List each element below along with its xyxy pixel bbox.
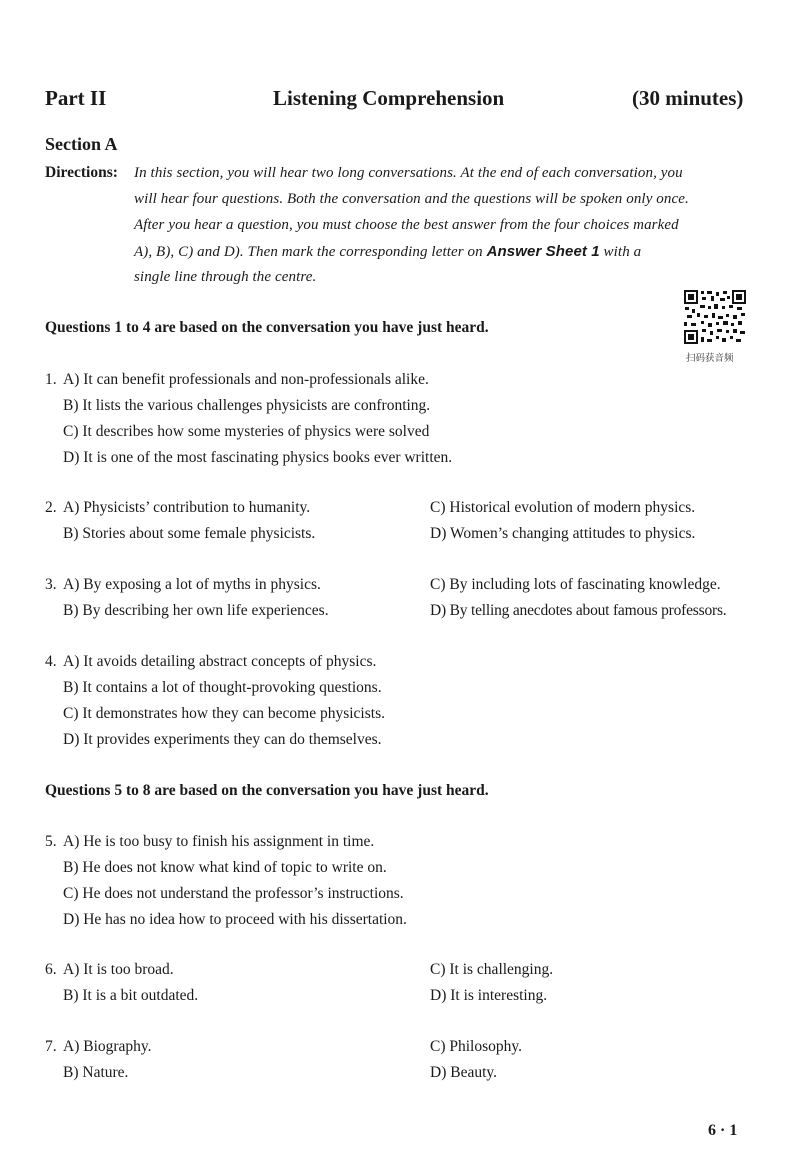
- option-d: D) Beauty.: [430, 1064, 498, 1081]
- option-c: C) Philosophy.: [430, 1038, 523, 1055]
- option-a: A) Biography.: [63, 1038, 152, 1055]
- directions-line-1: In this section, you will hear two long conversations. At the end of each conversation, you: [134, 165, 683, 181]
- directions-line-4b: with a: [599, 244, 642, 260]
- option-b: B) It is a bit outdated.: [63, 987, 199, 1004]
- option-a: A) Physicists’ contribution to humanity.: [63, 499, 311, 516]
- option-d: D) He has no idea how to proceed with his dissertation.: [63, 911, 407, 928]
- question-number: 4.: [45, 653, 57, 670]
- group-2-heading: Questions 5 to 8 are based on the conversation you have just heard.: [45, 782, 489, 799]
- directions-line-4: [134, 243, 641, 261]
- option-c: C) It is challenging.: [430, 961, 554, 978]
- answer-sheet-ref: Answer Sheet 1: [486, 243, 600, 260]
- question-number: 1.: [45, 371, 57, 388]
- question-number: 2.: [45, 499, 57, 516]
- option-d: D) It is one of the most fascinating physics books ever written.: [63, 449, 453, 466]
- qr-code-icon[interactable]: [683, 289, 747, 345]
- option-c: C) By including lots of fascinating knowledge.: [430, 576, 721, 593]
- directions-line-4a: A), B), C) and D). Then mark the corresponding letter on: [134, 244, 487, 260]
- option-c: C) It describes how some mysteries of physics were solved: [63, 423, 430, 440]
- page-title: Listening Comprehension: [273, 86, 505, 110]
- qr-caption: 扫码获音频: [686, 353, 734, 364]
- directions-line-2: will hear four questions. Both the conversation and the questions will be spoken only once.: [134, 191, 689, 207]
- option-a: A) It avoids detailing abstract concepts of physics.: [63, 653, 377, 670]
- option-a: A) By exposing a lot of myths in physics.: [63, 576, 321, 593]
- page-number: 6 · 1: [708, 1122, 738, 1139]
- option-c: C) It demonstrates how they can become physicists.: [63, 705, 385, 722]
- option-d: D) It is interesting.: [430, 987, 548, 1004]
- group-1-heading: Questions 1 to 4 are based on the conversation you have just heard.: [45, 319, 489, 336]
- option-b: B) It lists the various challenges physicists are confronting.: [63, 397, 431, 414]
- question-number: 5.: [45, 833, 57, 850]
- option-a: A) He is too busy to finish his assignment in time.: [63, 833, 375, 850]
- option-b: B) Stories about some female physicists.: [63, 525, 316, 542]
- directions-label: Directions:: [45, 164, 118, 181]
- option-c: C) Historical evolution of modern physics.: [430, 499, 696, 516]
- section-title: Section A: [45, 134, 118, 154]
- question-number: 7.: [45, 1038, 57, 1055]
- option-a: A) It can benefit professionals and non-professionals alike.: [63, 371, 429, 388]
- option-d: D) It provides experiments they can do themselves.: [63, 731, 382, 748]
- directions-line-5: single line through the centre.: [134, 269, 317, 285]
- question-number: 6.: [45, 961, 57, 978]
- option-b: B) Nature.: [63, 1064, 129, 1081]
- option-a: A) It is too broad.: [63, 961, 174, 978]
- question-number: 3.: [45, 576, 57, 593]
- option-b: B) He does not know what kind of topic to write on.: [63, 859, 387, 876]
- time-limit: (30 minutes): [632, 86, 744, 110]
- option-c: C) He does not understand the professor’s instructions.: [63, 885, 404, 902]
- option-d: D) By telling anecdotes about famous professors.: [430, 602, 727, 619]
- option-d: D) Women’s changing attitudes to physics.: [430, 525, 696, 542]
- part-label: Part II: [45, 86, 107, 110]
- option-b: B) It contains a lot of thought-provoking questions.: [63, 679, 382, 696]
- option-b: B) By describing her own life experiences.: [63, 602, 329, 619]
- directions-line-3: After you hear a question, you must choose the best answer from the four choices marked: [134, 217, 679, 233]
